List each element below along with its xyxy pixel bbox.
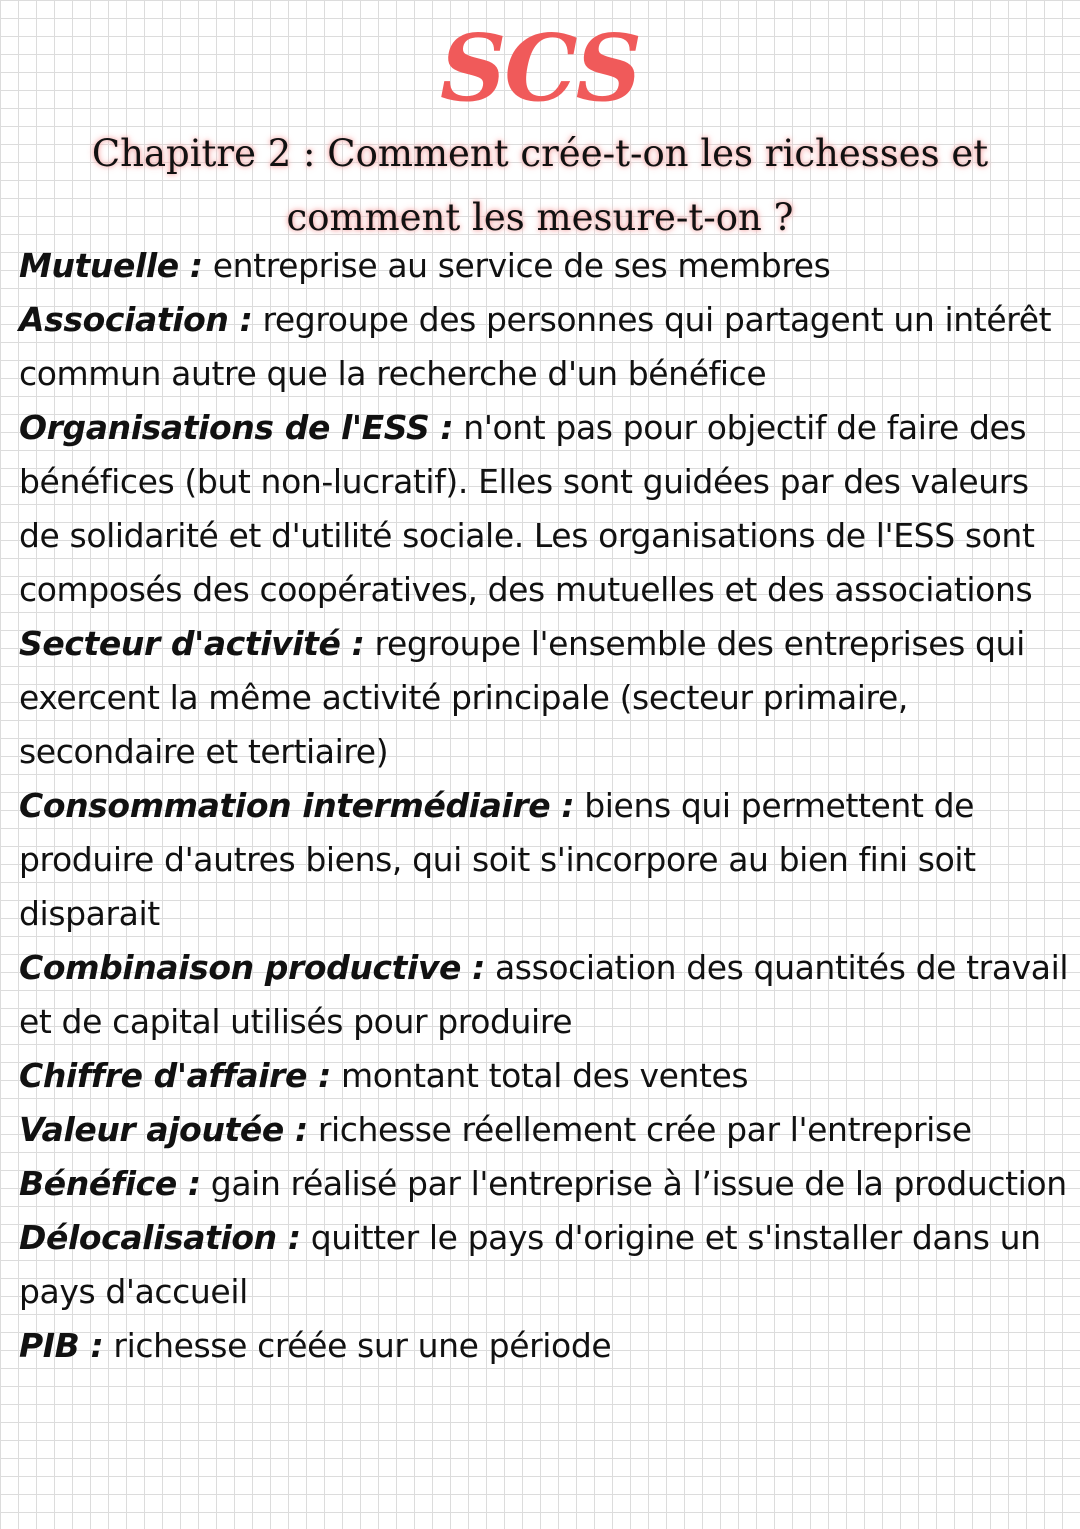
definition-text: gain réalisé par l'entreprise à l’issue de la production [200,1164,1067,1203]
definition-term: Combinaison productive : [19,948,485,987]
definition-text: entreprise au service de ses membres [202,246,831,285]
page-title [0,122,1080,250]
definition-term: Chiffre d'affaire : [19,1056,331,1095]
title-line-2: comment les mesure-t-on ? [286,196,794,239]
definition-mutuelle [19,239,1069,293]
definition-term: Mutuelle : [19,246,203,285]
definition-text: biens qui permettent de produire d'autres biens, qui soit s'incorpore au bien fini soit disparait [19,786,976,933]
definition-secteur-activite [19,617,1069,779]
definition-term: Secteur d'activité : [19,624,365,663]
definition-text: montant total des ventes [330,1056,749,1095]
definition-text: n'ont pas pour objectif de faire des bénéfices (but non-lucratif). Elles sont guidées par des valeurs de solidarité et d'utilité sociale. Les organisations de l'ESS sont composés des coopératives, des mutuelles et des associations [19,408,1035,609]
title-line-1: Chapitre 2 : Comment crée-t-on les richesses et [91,132,989,175]
definition-text: richesse créée sur une période [103,1326,612,1365]
definition-text: regroupe l'ensemble des entreprises qui exercent la même activité principale (secteur primaire, secondaire et tertiaire) [19,624,1025,771]
definition-chiffre-affaire [19,1049,1069,1103]
definition-text: quitter le pays d'origine et s'installer dans un pays d'accueil [19,1218,1041,1311]
definition-combinaison-productive [19,941,1069,1049]
definition-text: regroupe des personnes qui partagent un intérêt commun autre que la recherche d'un bénéfice [19,300,1052,393]
definition-term: Valeur ajoutée : [19,1110,308,1149]
definition-consommation-intermediaire [19,779,1069,941]
definition-valeur-ajoutee [19,1103,1069,1157]
definition-term: Organisations de l'ESS : [19,408,454,447]
definition-term: Consommation intermédiaire : [19,786,575,825]
logo-scs: SCS [439,14,641,122]
definition-benefice [19,1157,1069,1211]
definition-organisations-ess [19,401,1069,617]
definition-text: richesse réellement crée par l'entreprise [307,1110,972,1149]
definition-term: PIB : [19,1326,104,1365]
definition-pib [19,1319,1069,1373]
definitions-list [19,239,1069,1373]
definition-term: Délocalisation : [19,1218,301,1257]
definition-term: Bénéfice : [19,1164,201,1203]
definition-delocalisation [19,1211,1069,1319]
definition-text: association des quantités de travail et de capital utilisés pour produire [19,948,1069,1041]
definition-association [19,293,1069,401]
definition-term: Association : [19,300,253,339]
